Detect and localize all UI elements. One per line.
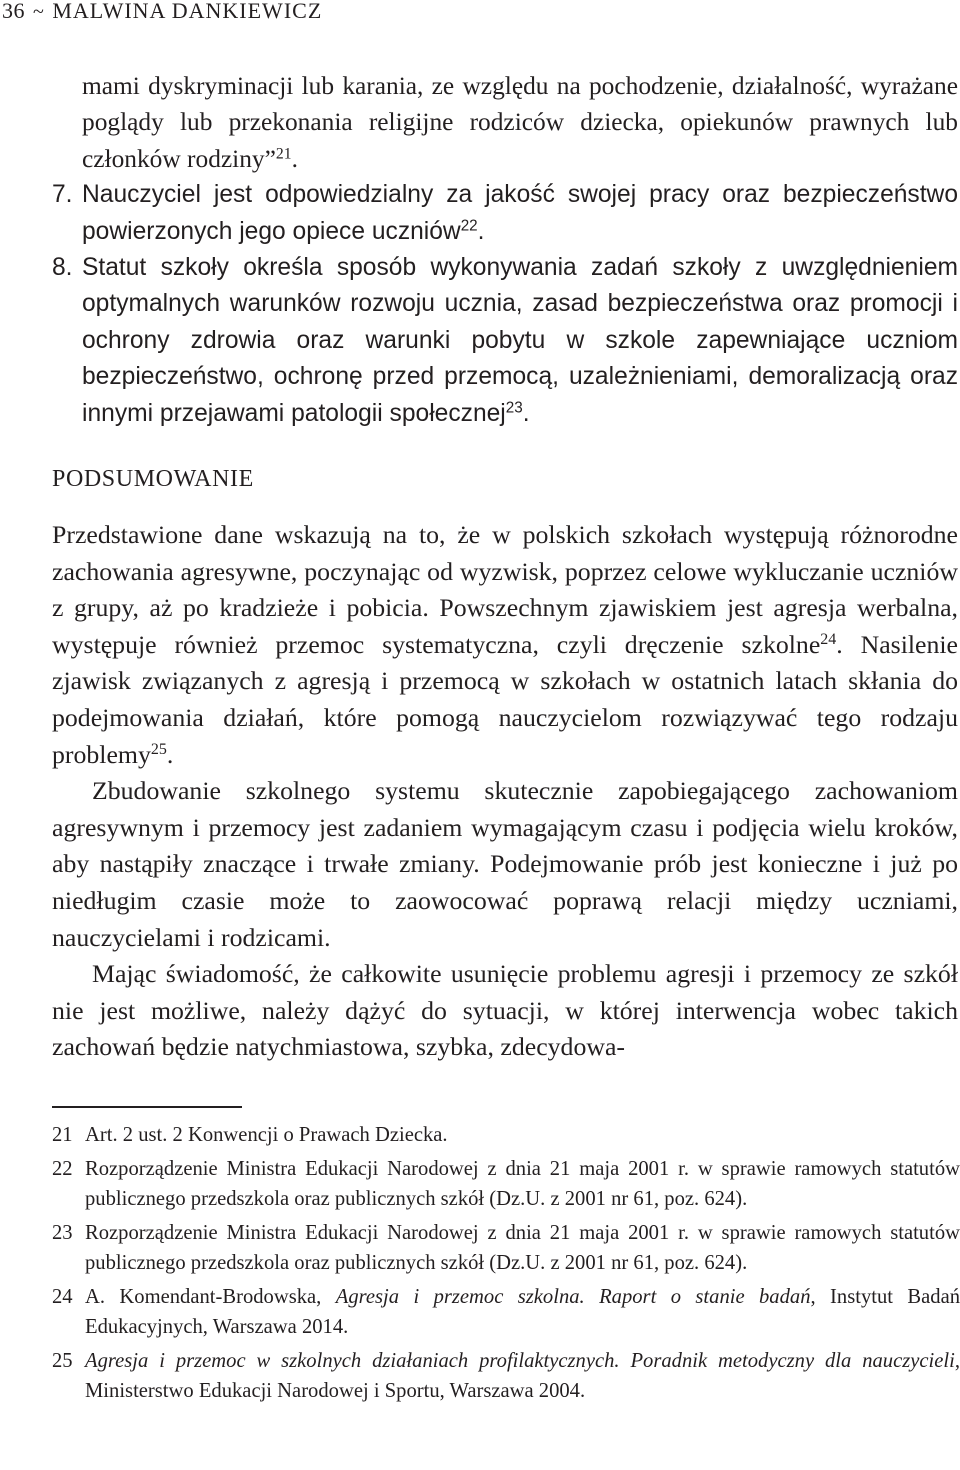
footnote-text: Rozporządzenie Ministra Edukacji Narodowej z dnia 21 maja 2001 r. w sprawie ramowych statutów publicznego przedszkola oraz publicznych szkół (Dz.U. z 2001 nr 61, poz. 624). <box>85 1222 960 1274</box>
paragraph-text: . Nasilenie zjawisk związanych z agresją i przemocą w szkołach w ostatnich latach skłania do podejmowania działań, które pomogą nauczycielom rozwiązywać tego rodzaju problemy <box>52 629 958 769</box>
page-number: 36 <box>2 0 25 23</box>
footnote-21 <box>52 1120 960 1150</box>
list-item-text: mami dyskryminacji lub karania, ze względu na pochodzenie, działalność, wyrażane poglądy lub przekonania religijne rodziców dziecka, opiekunów prawnych lub członków rodziny” <box>82 72 958 173</box>
section-heading: PODSUMOWANIE <box>52 466 254 492</box>
paragraph-text: Przedstawione dane wskazują na to, że w polskich szkołach występują różnorodne zachowania agresywne, poczynając od wyzwisk, poprzez celowe wykluczanie uczniów z grupy, aż po kradzieże i pobicia. Powszechnym zjawiskiem jest agresja werbalna, występuje również przemoc systematyczna, czyli dręczenie szkolne <box>52 520 958 659</box>
list-item-number: 7. <box>52 181 73 209</box>
footnote-number: 23 <box>52 1222 73 1244</box>
body-text <box>52 517 958 1066</box>
footnote-ref: 21 <box>275 145 292 163</box>
list-item-text: Statut szkoły określa sposób wykonywania zadań szkoły z uwzględnieniem optymalnych warunków rozwoju ucznia, zasad bezpieczeństwa oraz promocji i ochrony zdrowia oraz warunki pobytu w szkole zapewniające uczniom bezpieczeństwo, ochronę przed przemocą, uzależnieniami, demoralizacją oraz innymi przejawami patologii społecznej <box>82 254 958 427</box>
footnote-ref: 23 <box>505 399 523 417</box>
footnote-text: , Ministerstwo Edukacji Narodowej i Sportu, Warszawa 2004. <box>85 1350 960 1402</box>
punctuation: . <box>522 399 530 427</box>
punctuation: . <box>477 217 485 245</box>
footnote-25 <box>52 1346 960 1406</box>
footnote-24 <box>52 1282 960 1342</box>
ornament-glyph: ~ <box>33 1 45 23</box>
footnote-number: 21 <box>52 1124 73 1146</box>
paragraph-3: Mając świadomość, że całkowite usunięcie problemu agresji i przemocy ze szkół nie jest możliwe, należy dążyć do sytuacji, w której interwencja wobec takich zachowań będzie natychmiastowa, szybka, zdecydowa- <box>52 959 958 1062</box>
footnote-separator <box>52 1106 242 1108</box>
footnote-number: 24 <box>52 1286 73 1308</box>
numbered-list <box>52 68 958 432</box>
footnote-text: Art. 2 ust. 2 Konwencji o Prawach Dziecka. <box>85 1124 448 1146</box>
punctuation: . <box>166 739 174 769</box>
list-item-6-continuation <box>52 68 958 177</box>
footnote-22 <box>52 1154 960 1214</box>
footnote-title: Agresja i przemoc szkolna. Raport o stanie badań <box>335 1286 811 1308</box>
footnote-ref: 24 <box>820 630 837 648</box>
running-header <box>2 0 322 24</box>
footnote-number: 25 <box>52 1350 73 1372</box>
punctuation: . <box>291 144 298 173</box>
list-item-7 <box>52 177 958 250</box>
paragraph-2: Zbudowanie szkolnego systemu skutecznie zapobiegającego zachowaniom agresywnym i przemocy jest zadaniem wymagającym czasu i podjęcia wielu kroków, aby nastąpiły znaczące i trwałe zmiany. Podejmowanie prób jest konieczne i już po niedługim czasie może to zaowocować poprawą relacji między uczniami, nauczycielami i rodzicami. <box>52 776 958 952</box>
footnotes <box>52 1120 960 1410</box>
footnote-text: Rozporządzenie Ministra Edukacji Narodowej z dnia 21 maja 2001 r. w sprawie ramowych statutów publicznego przedszkola oraz publicznych szkół (Dz.U. z 2001 nr 61, poz. 624). <box>85 1158 960 1210</box>
list-item-text: Nauczyciel jest odpowiedzialny za jakość swojej pracy oraz bezpieczeństwo powierzonych jego opiece uczniów <box>82 181 958 245</box>
footnote-23 <box>52 1218 960 1278</box>
running-header-author: MALWINA DANKIEWICZ <box>52 0 323 23</box>
footnote-number: 22 <box>52 1158 73 1180</box>
paragraph-1 <box>52 517 958 773</box>
list-item-number: 8. <box>52 254 73 282</box>
footnote-text: A. Komendant-Brodowska, <box>85 1286 336 1308</box>
footnote-text: , Instytut Badań Edukacyjnych, Warszawa 2014. <box>85 1286 960 1338</box>
list-item-8 <box>52 250 958 432</box>
footnote-ref: 25 <box>150 740 167 758</box>
footnote-ref: 22 <box>460 217 478 235</box>
footnote-title: Agresja i przemoc w szkolnych działaniach profilaktycznych. Poradnik metodyczny dla nauczycieli <box>85 1350 955 1372</box>
